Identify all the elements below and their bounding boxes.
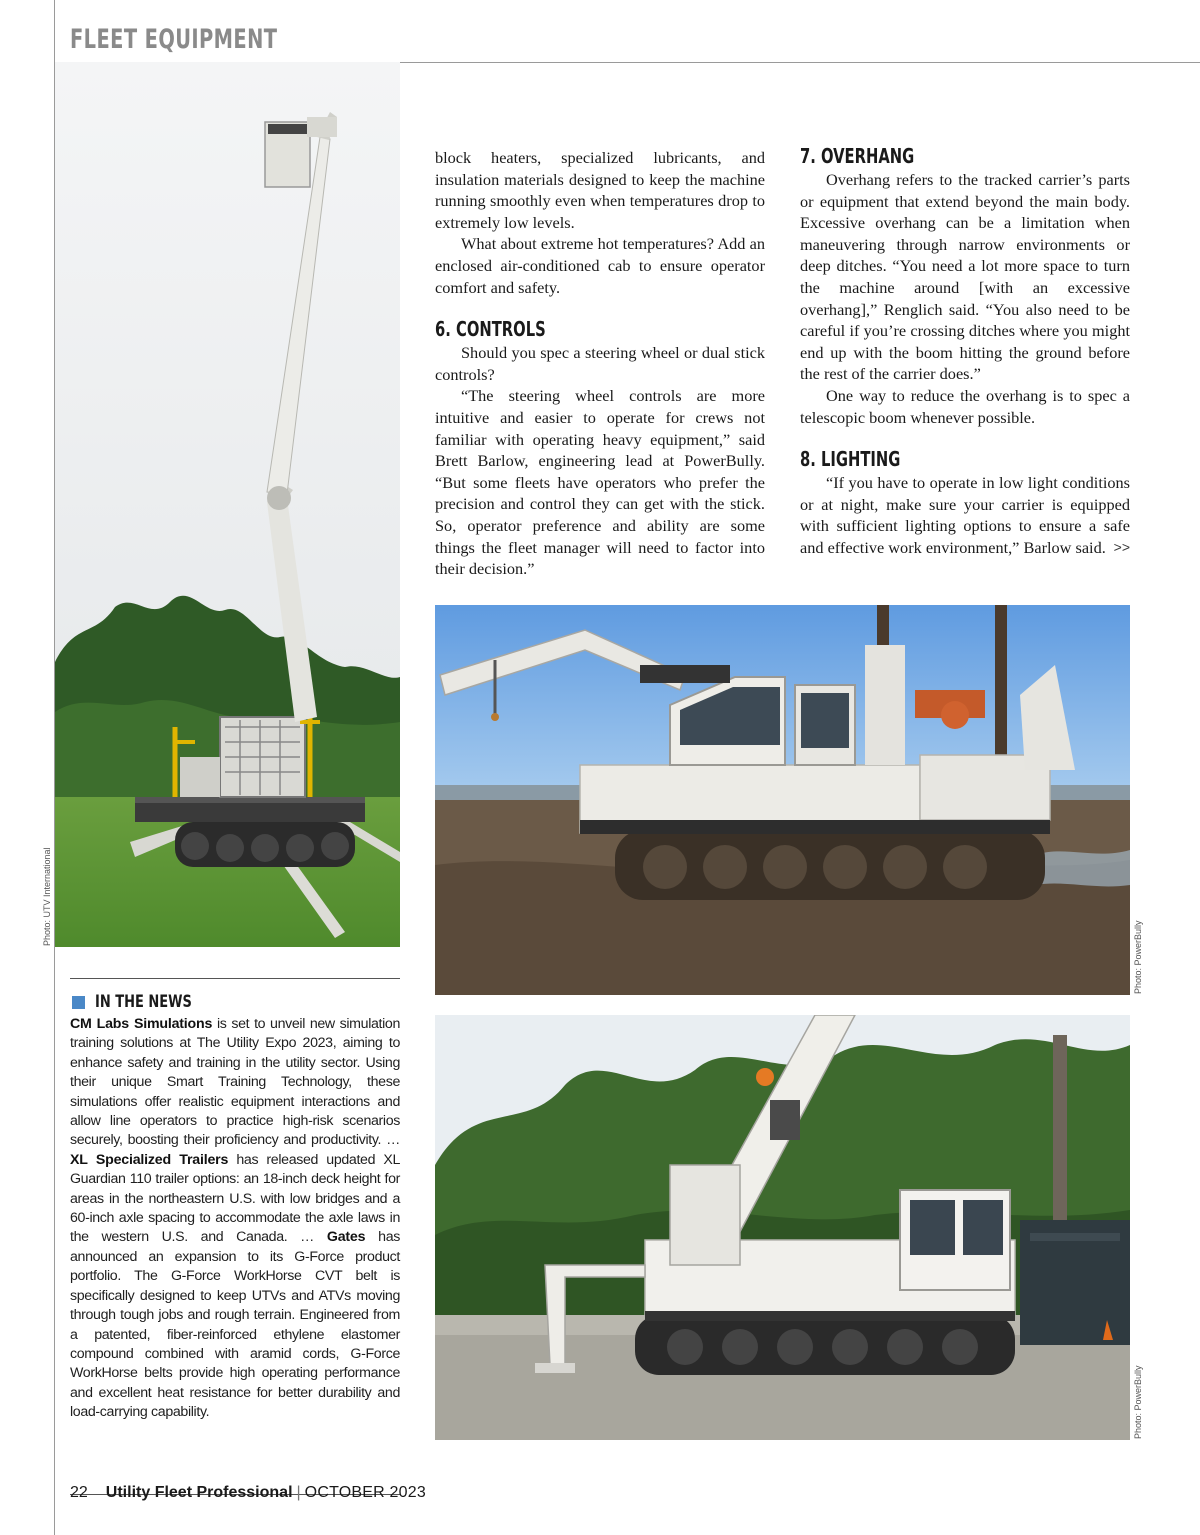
issue-date: OCTOBER 2023 — [304, 1484, 426, 1501]
news-company-xl: XL Specialized Trailers — [70, 1151, 229, 1168]
page-number: 22 — [70, 1484, 88, 1501]
page-footer — [70, 1484, 426, 1502]
article-paragraph: One way to reduce the overhang is to spec a telescopic boom whenever possible. — [800, 385, 1130, 427]
photo-credit-utv: Photo: UTV International — [42, 847, 52, 946]
news-body — [70, 1015, 400, 1423]
news-text: has announced an expansion to its G-Force product portfolio. The G-Force WorkHorse CVT belt is specifically designed to keep UTVs and ATVs moving through tough jobs and rough terrain. Engineered from a patented, fiber-reinforced ethylene elastomer compound combined with aramid cords, G-Force WorkHorse belts provide high operating performance and excellent heat resistance for better durability and load-carrying capability. — [70, 1229, 400, 1421]
photo-credit-powerbully: Photo: PowerBully — [1133, 920, 1143, 994]
heading-lighting: 8. LIGHTING — [800, 447, 901, 472]
article-column-middle — [435, 147, 765, 580]
article-paragraph: What about extreme hot temperatures? Add an enclosed air-conditioned cab to ensure operator comfort and safety. — [435, 234, 765, 297]
aerial-lift-photo — [55, 62, 400, 947]
news-text: has released updated XL Guardian 110 trailer options: an 18-inch deck height for areas in the northeastern U.S. with low bridges and a 60-inch axle spacing to accommodate the axle laws in the western U.S. and Canada. … — [70, 1151, 400, 1246]
heading-overhang: 7. OVERHANG — [800, 144, 915, 168]
news-text: is set to unveil new simulation training solutions at The Utility Expo 2023, aiming to enhance safety and training in the utility sector. Using their unique Smart Training Technology, these simulations offer realistic equipment interactions and allow line operators to practice high-risk scenarios securely, boosting their proficiency and productivity. … — [70, 1016, 401, 1149]
article-paragraph: “If you have to operate in low light conditions or at night, make sure your carrier is equipped with sufficient lighting options to ensure a safe and effective work environment,” Barlow said. — [800, 473, 1130, 557]
news-company-gates: Gates — [326, 1229, 366, 1246]
magazine-name: Utility Fleet Professional — [105, 1484, 293, 1501]
article-paragraph: “The steering wheel controls are more intuitive and easier to operate for crews not familiar with operating heavy equipment,” said Brett Barlow, engineering lead at PowerBully. “But some fleets have operators who prefer the precision and control they can get with the stick. So, operator preference and ability are some things the fleet manager will need to factor into their decision.” — [435, 386, 765, 579]
news-square-icon — [72, 996, 85, 1009]
article-paragraph: Should you spec a steering wheel or dual stick controls? — [435, 343, 765, 384]
news-header — [72, 992, 209, 1012]
article-paragraph: block heaters, specialized lubricants, and insulation materials designed to keep the machine running smoothly even when temperatures drop to extremely low levels. — [435, 148, 765, 232]
continue-mark: >> — [1113, 538, 1130, 555]
heading-controls: 6. CONTROLS — [435, 317, 546, 342]
tracked-crane-photo — [435, 1015, 1130, 1440]
digger-derrick-photo — [435, 605, 1130, 995]
news-rule-top — [70, 978, 400, 979]
news-company-cmlabs: CM Labs Simulations — [70, 1016, 213, 1032]
news-title: IN THE NEWS — [95, 992, 192, 1012]
footer-separator: | — [296, 1484, 301, 1501]
article-paragraph: Overhang refers to the tracked carrier’s parts or equipment that extend beyond the main body. Excessive overhang can be a limitation when maneuvering through narrow environments or deep ditches. “You need a lot more space to turn the machine around [with an excessive overhang],” Renglich said. “You also need to be careful if you’re crossing ditches where you might end up with the boom hitting the ground before the rest of the carrier does.” — [800, 170, 1130, 384]
section-label: FLEET EQUIPMENT — [70, 24, 278, 55]
photo-credit-powerbully: Photo: PowerBully — [1133, 1365, 1143, 1439]
article-column-right — [800, 143, 1130, 559]
